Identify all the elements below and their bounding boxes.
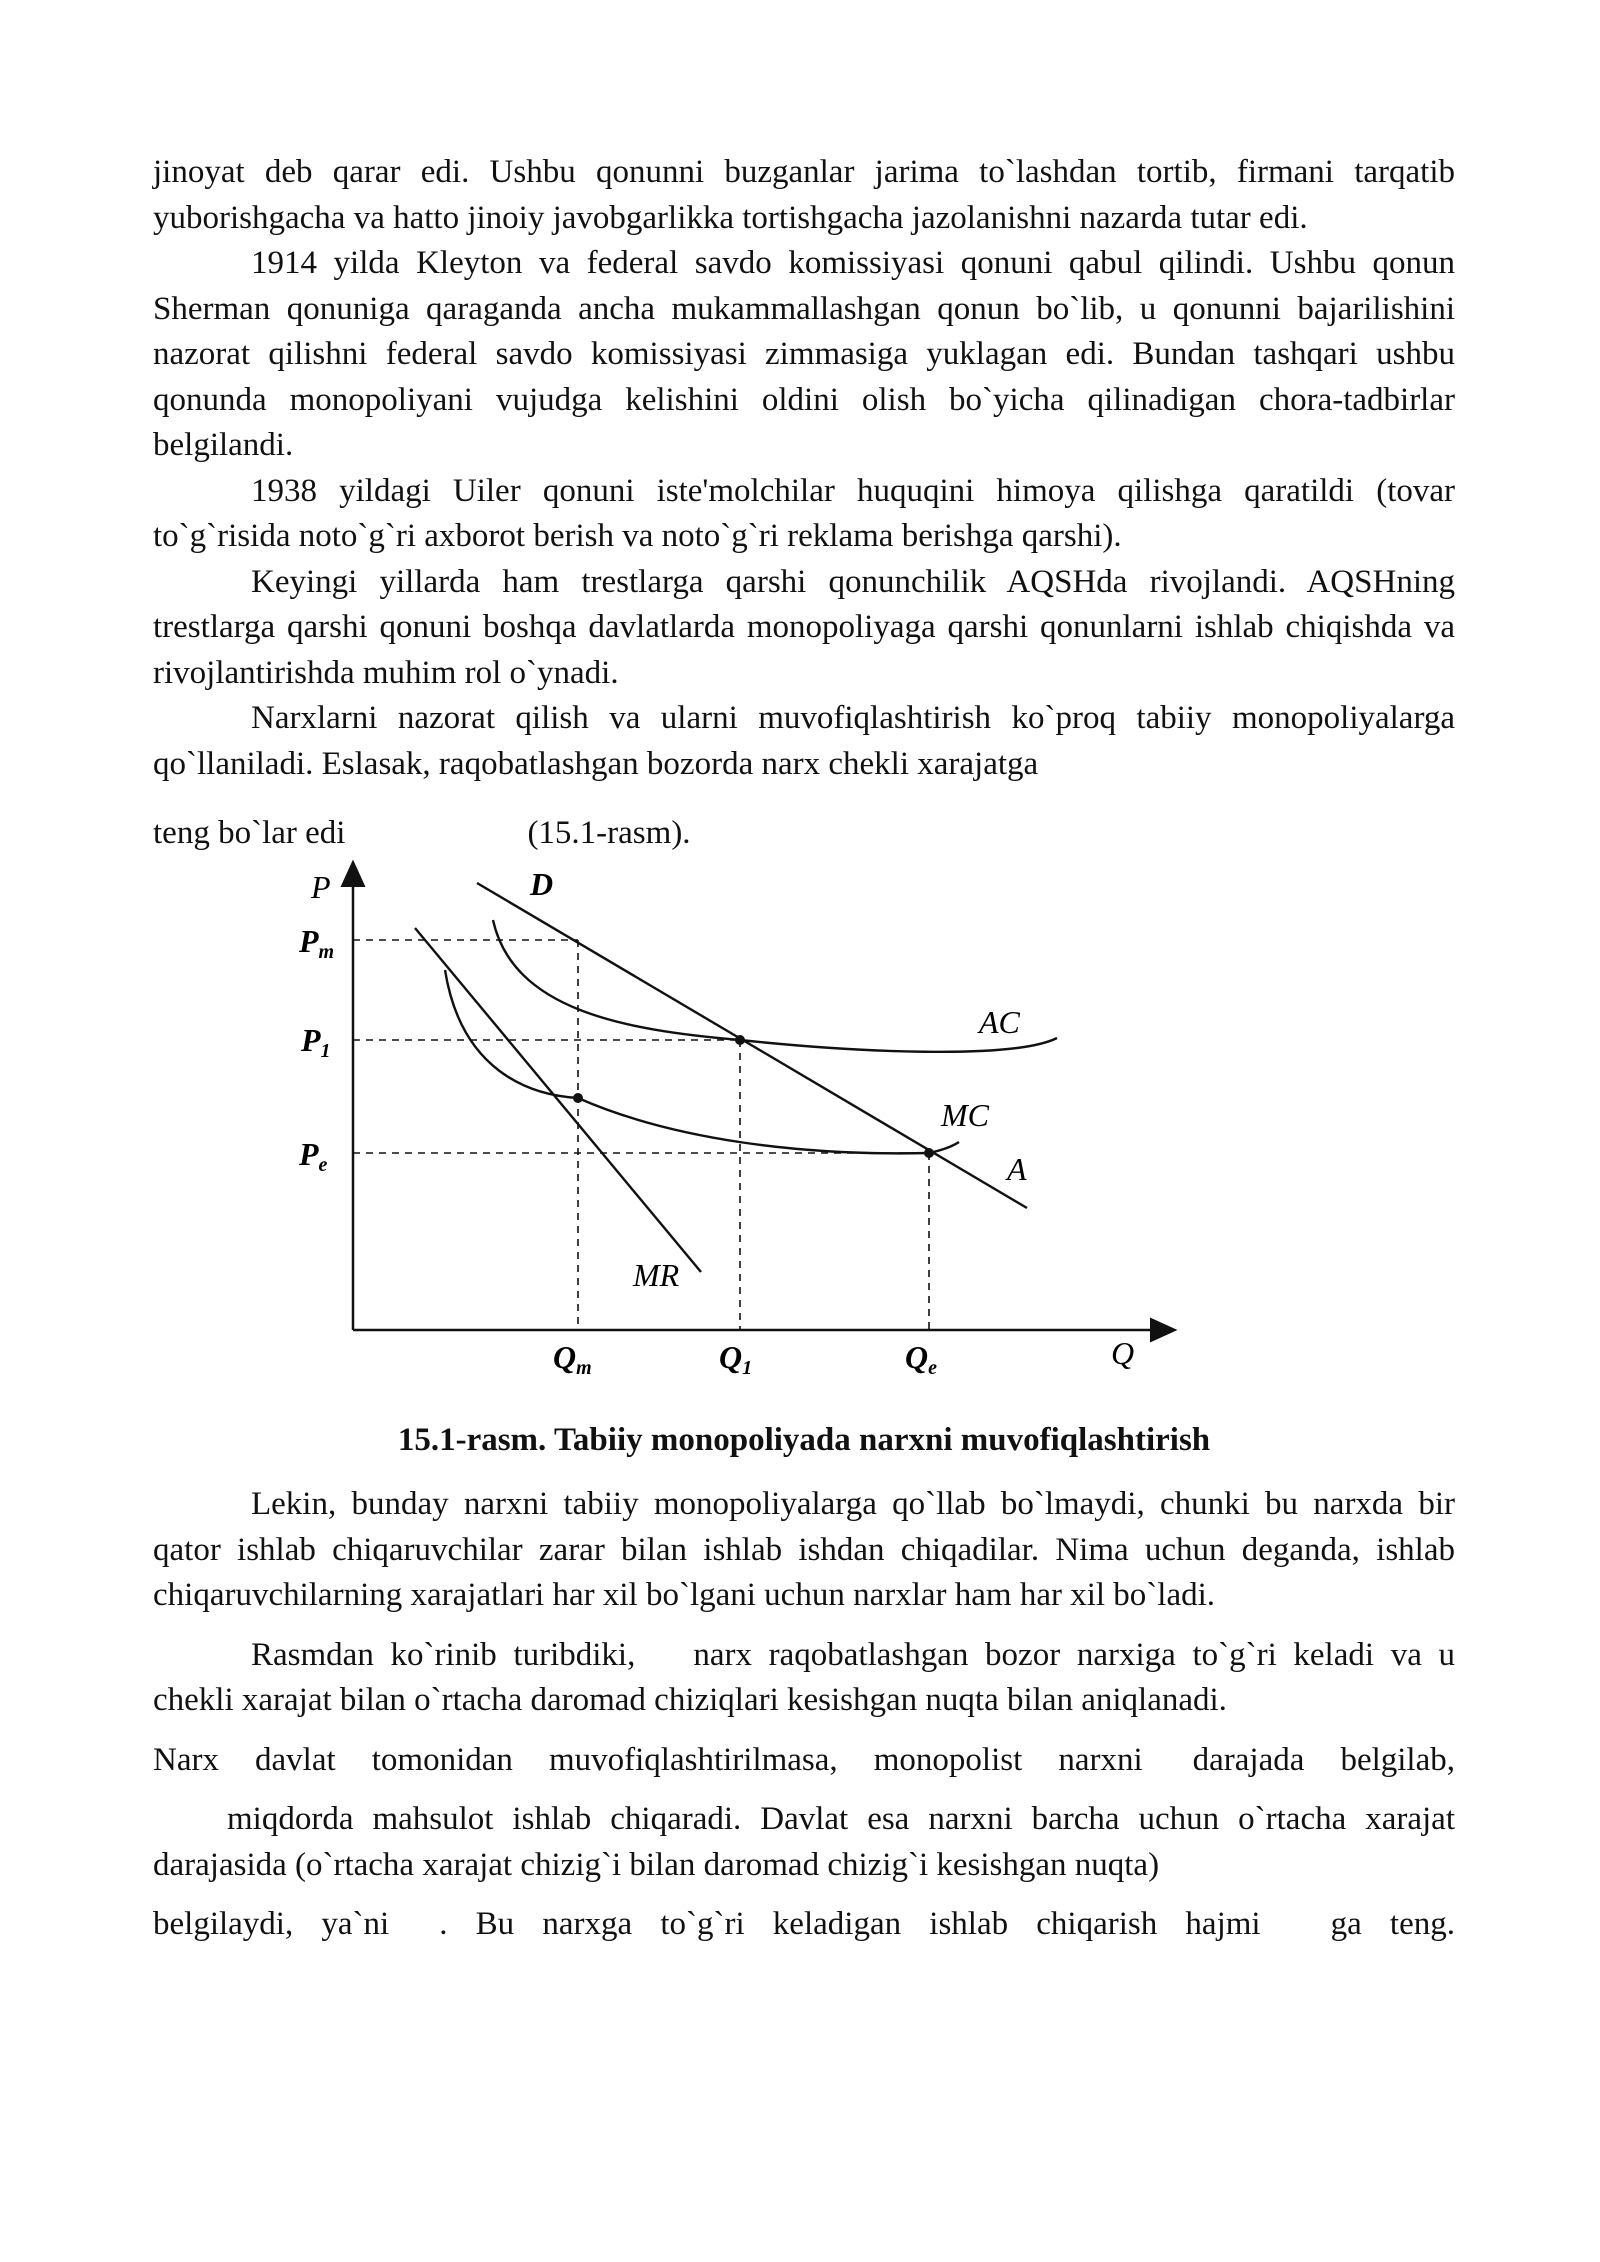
mr-curve [415, 928, 701, 1272]
x-axis-label: Q [1111, 1335, 1135, 1371]
paragraph-8-b: darajada belgilab, [1192, 1741, 1455, 1778]
demand-curve [477, 883, 1027, 1208]
paragraph-7 [153, 1633, 1455, 1724]
mc-label: MC [941, 1097, 989, 1133]
paragraph-8-a: Narx davlat tomonidan muvofiqlashtirilmasa, monopolist narxni [153, 1741, 1143, 1778]
paragraph-10-a: belgilaydi, ya`ni [153, 1906, 390, 1942]
paragraph-3: 1938 yildagi Uiler qonuni iste'molchilar huquqini himoya qilishga qaratildi (tovar to`g`risida noto`g`ri axborot berish va noto`g`ri reklama berishga qarshi). [153, 472, 1455, 554]
paragraph-5-tail-b: (15.1-rasm). [527, 815, 691, 851]
paragraph-4: Keyingi yillarda ham trestlarga qarshi qonunchilik AQSHda rivojlandi. AQSHning trestlarga qarshi qonuni boshqa davlatlarda monopoliyaga qarshi qonunlarni ishlab chiqishda va rivojlantirishda muhim rol o`ynadi. [153, 563, 1455, 691]
paragraph-1: jinoyat deb qarar edi. Ushbu qonunni buzganlar jarima to`lashdan tortib, firmani tarqatib yuborishgacha va hatto jinoiy javobgarlikka tortishgacha jazolanishni nazarda tutar edi. [153, 154, 1455, 236]
qm-label: Qm [553, 1339, 592, 1379]
document-page [153, 150, 1455, 1948]
pe-label: Pe [299, 1136, 328, 1176]
paragraph-2: 1914 yilda Kleyton va federal savdo komissiyasi qonuni qabul qilindi. Ushbu qonun Sherman qonuniga qaraganda ancha mukammallashgan qonun bo`lib, u qonunni bajarilishini nazorat qilishni federal savdo komissiyasi zimmasiga yuklagan edi. Bundan tashqari ushbu qonunda monopoliyani vujudga kelishini oldini olish bo`yicha qilinadigan chora-tadbirlar belgilandi. [153, 245, 1455, 463]
paragraph-10-c: ga teng. [1330, 1906, 1455, 1942]
p1-label: P1 [301, 1022, 331, 1062]
paragraph-6: Lekin, bunday narxni tabiiy monopoliyalarga qo`llab bo`lmaydi, chunki bu narxda bir qator ishlab chiqaruvchilar zarar bilan ishlab ishdan chiqadilar. Nima uchun deganda, ishlab chiqaruvchilarning xarajatlari har xil bo`lgani uchun narxlar ham har xil bo`ladi. [153, 1486, 1455, 1613]
monopoly-price-figure [153, 860, 1455, 1420]
figure-caption: 15.1-rasm. Tabiiy monopoliyada narxni muvofiqlashtirish [397, 1422, 1211, 1458]
q1-label: Q1 [719, 1339, 753, 1379]
y-axis-label: P [311, 869, 331, 905]
demand-label: D [530, 866, 554, 902]
a-label: A [1007, 1151, 1027, 1187]
point-qe [924, 1148, 934, 1158]
pm-label: Pm [299, 923, 335, 963]
point-q1 [735, 1035, 745, 1045]
paragraph-5-continuation [153, 811, 1455, 856]
qe-label: Qe [905, 1339, 937, 1379]
paragraph-7-a: Rasmdan ko`rinib turibdiki, [251, 1636, 636, 1673]
mr-label: MR [633, 1257, 680, 1293]
paragraph-10 [153, 1902, 1455, 1948]
paragraph-8 [153, 1738, 1455, 1784]
paragraph-5: Narxlarni nazorat qilish va ularni muvofiqlashtirish ko`proq tabiiy monopoliyalarga qo`llaniladi. Eslasak, raqobatlashgan bozorda narx chekli xarajatga [153, 700, 1455, 782]
ac-label: AC [979, 1004, 1020, 1040]
paragraph-9: miqdorda mahsulot ishlab chiqaradi. Davlat esa narxni barcha uchun o`rtacha xarajat darajasida (o`rtacha xarajat chizig`i bilan daromad chizig`i kesishgan nuqta) [153, 1801, 1455, 1883]
cost-demand-diagram [153, 860, 1455, 1420]
mc-curve [445, 970, 959, 1153]
point-qm [573, 1093, 583, 1103]
paragraph-10-b: . Bu narxga to`g`ri keladigan ishlab chiqarish hajmi [439, 1906, 1261, 1942]
paragraph-5-tail-a: teng bo`lar edi [153, 815, 346, 851]
paragraph-7-b: narx raqobatlashgan bozor narxiga to`g`ri keladi va u chekli xarajat bilan o`rtacha daromad chiziqlari kesishgan nuqta bilan aniqlanadi. [153, 1636, 1455, 1718]
